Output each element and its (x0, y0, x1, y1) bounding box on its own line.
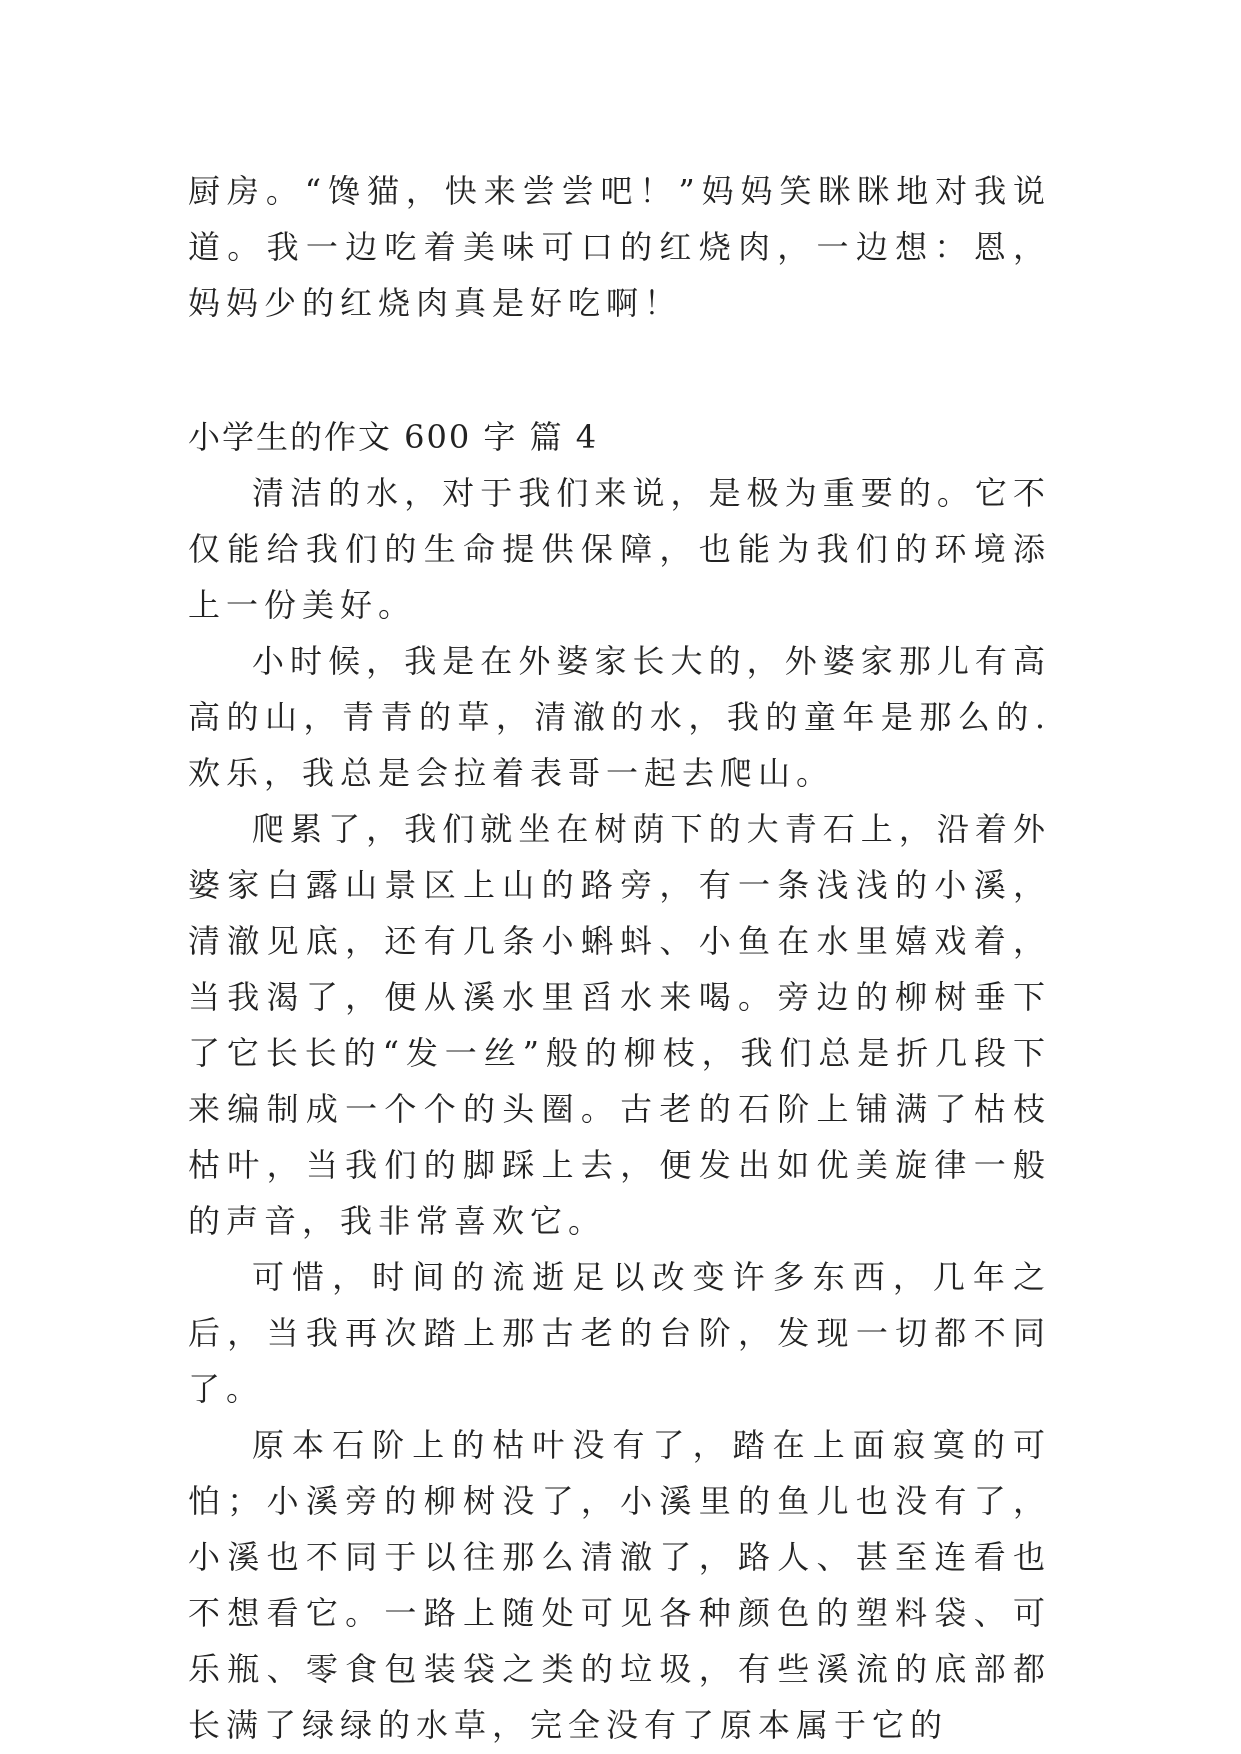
paragraph-4: 可惜，时间的流逝足以改变许多东西，几年之后，当我再次踏上那古老的台阶，发现一切都不同了。 (188, 1258, 1051, 1408)
paragraph-5: 原本石阶上的枯叶没有了，踏在上面寂寞的可怕；小溪旁的柳树没了，小溪里的鱼儿也没有了，小溪也不同于以往那么清澈了，路人、甚至连看也不想看它。一路上随处可见各种颜色的塑料袋、可乐瓶、零食包装袋之类的垃圾，有些溪流的底部都长满了绿绿的水草，完全没有了原本属于它的 (188, 1426, 1051, 1744)
paragraph-2: 小时候，我是在外婆家长大的，外婆家那儿有高高的山，青青的草，清澈的水，我的童年是那么的.欢乐，我总是会拉着表哥一起去爬山。 (188, 642, 1051, 792)
document-body (188, 163, 1051, 1753)
section-heading: 小学生的作文 600 字 篇 4 (188, 418, 599, 456)
paragraph-3: 爬累了，我们就坐在树荫下的大青石上，沿着外婆家白露山景区上山的路旁，有一条浅浅的小溪，清澈见底，还有几条小蝌蚪、小鱼在水里嬉戏着，当我渴了，便从溪水里舀水来喝。旁边的柳树垂下了它长长的“发一丝”般的柳枝，我们总是折几段下来编制成一个个的头圈。古老的石阶上铺满了枯枝枯叶，当我们的脚踩上去，便发出如优美旋律一般的声音，我非常喜欢它。 (188, 810, 1051, 1240)
continued-paragraph: 厨房。“馋猫，快来尝尝吧！”妈妈笑眯眯地对我说道。我一边吃着美味可口的红烧肉，一边想：恩，妈妈少的红烧肉真是好吃啊！ (188, 172, 1051, 322)
paragraph-1: 清洁的水，对于我们来说，是极为重要的。它不仅能给我们的生命提供保障，也能为我们的环境添上一份美好。 (188, 474, 1051, 624)
